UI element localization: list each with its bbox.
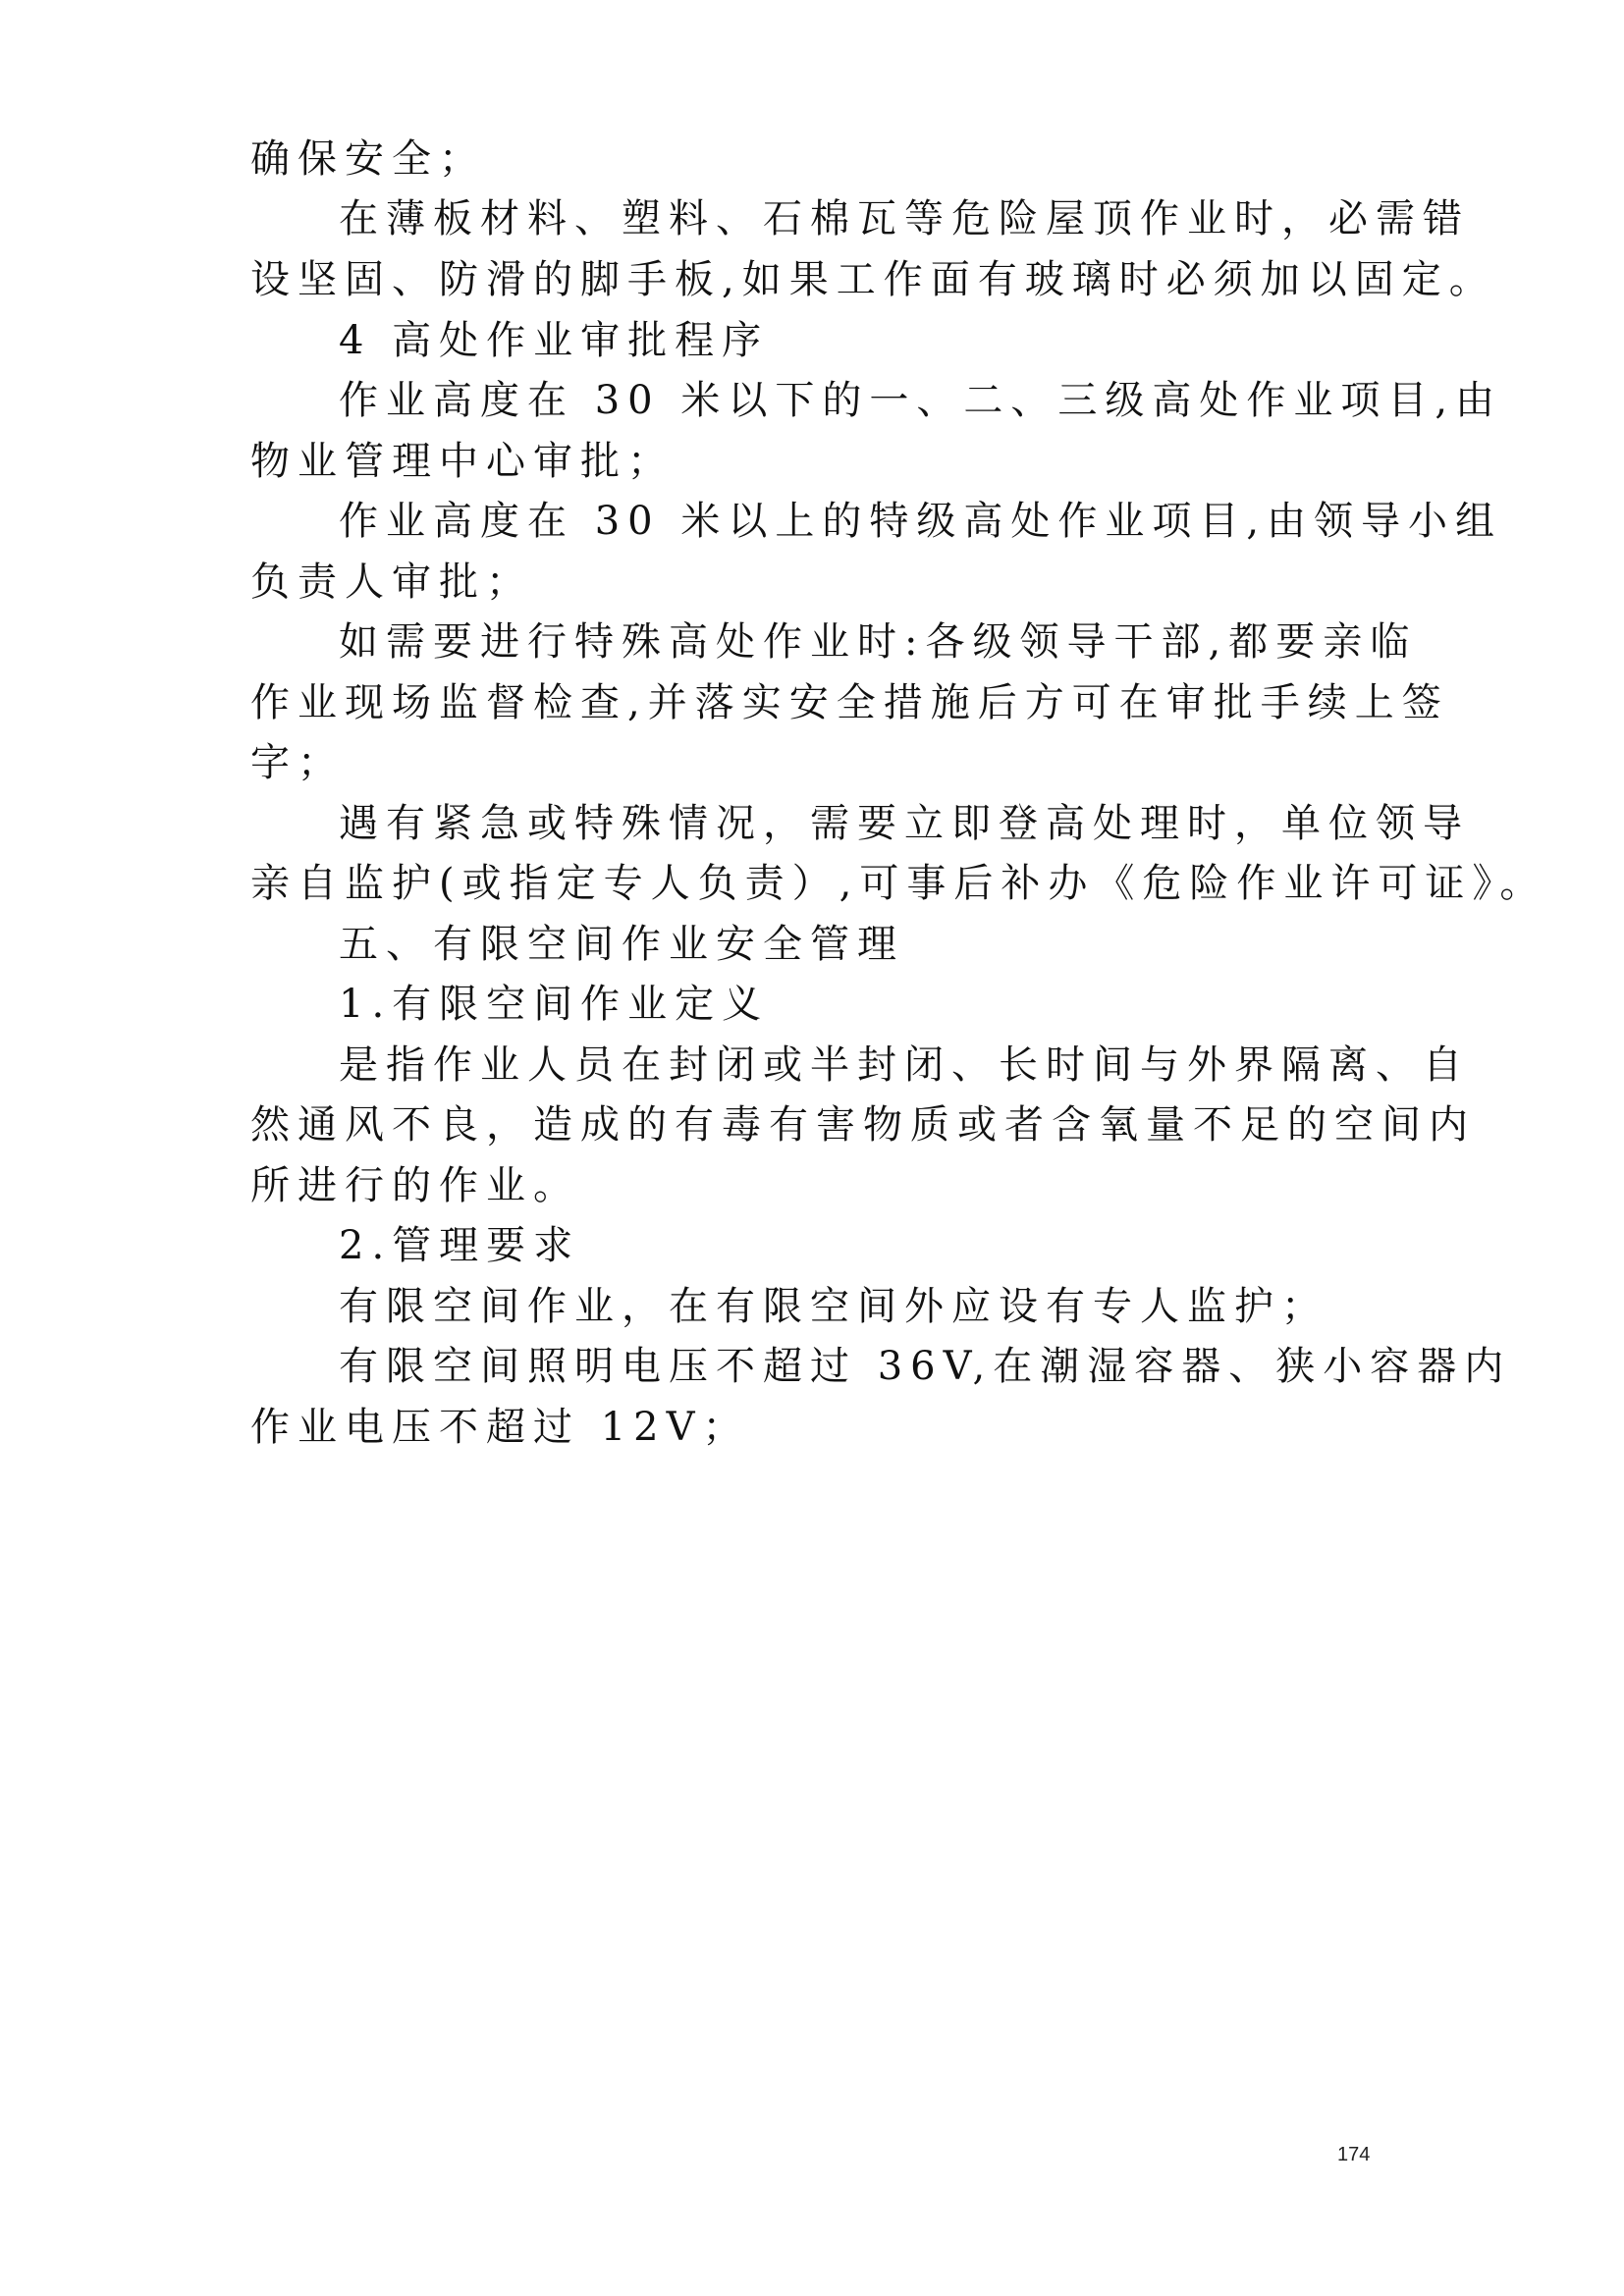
paragraph-line: 有限空间作业，在有限空间外应设有专人监护； [339,1284,1328,1329]
section-heading: 4 高处作业审批程序 [339,318,770,363]
text-line: 字； [250,740,345,785]
text-line: 确保安全； [250,136,486,182]
paragraph-line: 有限空间照明电压不超过 36V,在潮湿容器、狭小容器内 [339,1344,1512,1389]
subsection-heading: 1.有限空间作业定义 [339,982,770,1027]
paragraph-line: 遇有紧急或特殊情况，需要立即登高处理时，单位领导 [339,801,1470,846]
subsection-heading: 2.管理要求 [339,1223,581,1268]
section-heading: 五、有限空间作业安全管理 [339,922,904,967]
text-line: 所进行的作业。 [250,1163,580,1208]
text-line: 物业管理中心审批； [250,439,675,484]
text-line: 作业现场监督检查,并落实安全措施后方可在审批手续上签 [250,680,1449,725]
text-line: 设坚固、防滑的脚手板,如果工作面有玻璃时必须加以固定。 [250,257,1496,302]
text-line: 然通风不良，造成的有毒有害物质或者含氧量不足的空间内 [250,1102,1476,1148]
text-line: 负责人审批； [250,560,533,605]
text-line: 亲自监护(或指定专人负责）,可事后补办《危险作业许可证》。 [250,861,1547,906]
paragraph-line: 作业高度在 30 米以上的特级高处作业项目,由领导小组 [339,499,1503,544]
paragraph-line: 作业高度在 30 米以下的一、二、三级高处作业项目,由 [339,378,1503,423]
paragraph-line: 如需要进行特殊高处作业时:各级领导干部,都要亲临 [339,619,1418,665]
page-number: 174 [1337,2144,1371,2165]
paragraph-line: 在薄板材料、塑料、石棉瓦等危险屋顶作业时，必需错 [339,196,1470,241]
paragraph-line: 是指作业人员在封闭或半封闭、长时间与外界隔离、自 [339,1042,1470,1088]
text-line: 作业电压不超过 12V； [250,1405,750,1450]
